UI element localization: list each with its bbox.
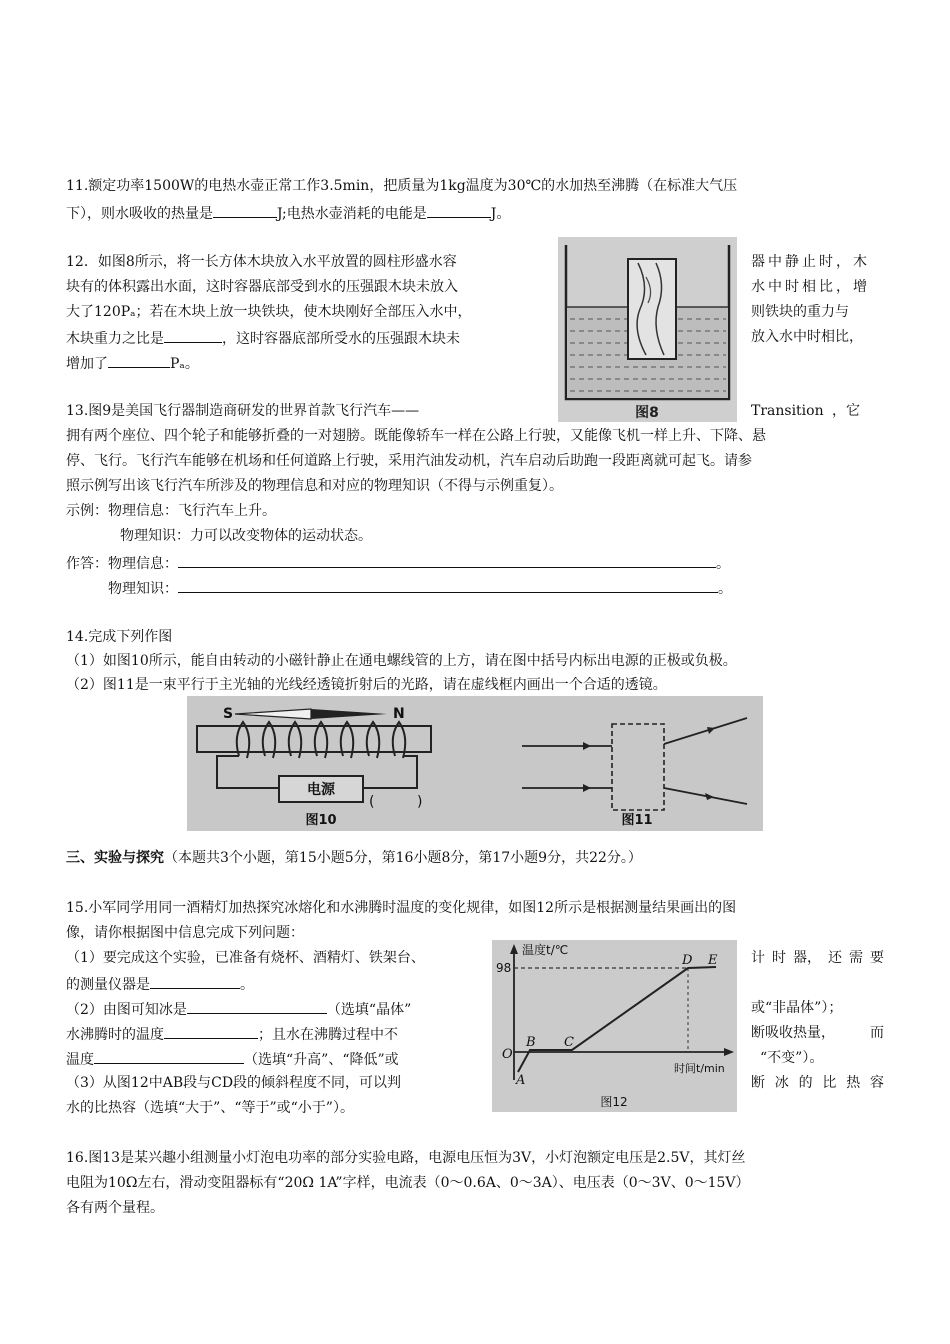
q15-l6: 水沸腾时的温度 ；且水在沸腾过程中不 [66, 1023, 398, 1045]
q15-l8: （3）从图12中AB段与CD段的倾斜程度不同，可以判 [66, 1075, 402, 1091]
q12-right-line2: 水中时相比，增 [751, 279, 870, 295]
q15-blank-temp-change[interactable] [94, 1048, 244, 1064]
figure-8-caption: 图8 [635, 405, 659, 421]
q14-title: 14.完成下列作图 [66, 629, 173, 645]
q15-l3: （1）要完成这个实验，已准备有烧杯、酒精灯、铁架台、 [66, 950, 425, 966]
fig10-bracket-right: ) [417, 794, 423, 810]
fig12-point-c: C [564, 1035, 574, 1050]
fig12-point-b: B [526, 1035, 536, 1050]
figure-8 [558, 237, 737, 422]
fig10-caption: 图10 [305, 813, 337, 828]
q15-l9: 水的比热容（选填“大于”、“等于”或“小于”）。 [66, 1100, 354, 1116]
q12-blank-pressure[interactable] [108, 352, 170, 368]
fig12-origin: O [502, 1047, 513, 1062]
figure-12 [492, 940, 737, 1112]
fig12-xlabel: 时间t/min [674, 1062, 725, 1075]
q13-line3: 停、飞行。飞行汽车能够在机场和任何道路上行驶，采用汽油发动机，汽车启动后助跑一段距离就可起飞。请参 [66, 453, 752, 469]
q15-l4: 的测量仪器是 。 [66, 973, 254, 995]
q13-example-info: 示例：物理信息：飞行汽车上升。 [66, 503, 276, 519]
q12-right-line3: 则铁块的重力与 [751, 304, 849, 320]
q12-right-line4: 放入水中时相比， [751, 329, 863, 345]
q12-left-line3: 大了120Pₐ；若在木块上放一块铁块，使木块刚好全部压入水中， [66, 304, 472, 320]
q12-left-line1: 12．如图8所示，将一长方体木块放入水平放置的圆柱形盛水容 [66, 254, 457, 270]
q13-line1b: Transition ，它 [751, 403, 861, 419]
q15-l7: 温度 （选填“升高”、“降低”或 [66, 1048, 399, 1070]
figure-10-11 [187, 696, 763, 831]
q14-item1: （1）如图10所示，能自由转动的小磁针静止在通电螺线管的上方，请在图中括号内标出电源的正极或负极。 [66, 653, 737, 669]
fig10-n-label: N [393, 706, 405, 722]
fig10-power-label: 电源 [307, 782, 335, 798]
q12-left-line2: 块有的体积露出水面，这时容器底部受到水的压强跟木块未放入 [66, 279, 458, 295]
q11-blank-energy[interactable] [427, 202, 491, 218]
q11-blank-heat[interactable] [213, 202, 277, 218]
q15-blank-boiling-temp[interactable] [164, 1023, 258, 1039]
q13-answer-info: 作答：物理信息： 。 [66, 552, 730, 574]
q15-blank-instrument[interactable] [150, 973, 240, 989]
fig11-caption: 图11 [621, 813, 653, 828]
q11-line2: 下），则水吸收的热量是 J;电热水壶消耗的电能是 J。 [66, 202, 510, 224]
q16-line3: 各有两个量程。 [66, 1200, 164, 1216]
q15-r3: 计 时 器， 还 需 要 [751, 950, 884, 966]
q15-line1: 15.小军同学用同一酒精灯加热探究冰熔化和水沸腾时温度的变化规律，如图12所示是根据测量结果画出的图 [66, 900, 737, 916]
q12-left-line4: 木块重力之比是 ，这时容器底部所受水的压强跟木块未 [66, 327, 460, 349]
q15-r8: 断 冰 的 比 热 容 [751, 1075, 884, 1091]
q11-line1: 11.额定功率1500W的电热水壶正常工作3.5min，把质量为1kg温度为30℃的水加热至沸腾（在标准大气压 [66, 178, 738, 194]
fig12-point-e: E [708, 953, 718, 968]
q15-blank-crystal[interactable] [187, 998, 327, 1014]
q13-line4: 照示例写出该飞行汽车所涉及的物理信息和对应的物理知识（不得与示例重复）。 [66, 478, 563, 494]
q13-example-knowledge: 物理知识：力可以改变物体的运动状态。 [120, 528, 372, 544]
q15-r7: “不变”）。 [760, 1050, 824, 1066]
fig12-point-a: A [516, 1073, 526, 1088]
q15-l5: （2）由图可知冰是 （选填“晶体” [66, 998, 411, 1020]
fig12-ylabel: 温度t/℃ [522, 943, 569, 957]
q15-line2: 像，请你根据图中信息完成下列问题： [66, 925, 304, 941]
q14-item2: （2）图11是一束平行于主光轴的光线经透镜折射后的光路，请在虚线框内画出一个合适的透镜。 [66, 677, 667, 693]
q13-answer-info-line[interactable] [178, 552, 716, 568]
q12-right-line1: 器中静止时，木 [751, 254, 870, 270]
q16-line1: 16.图13是某兴趣小组测量小灯泡电功率的部分实验电路，电源电压恒为3V，小灯泡额定电压是2.5V，其灯丝 [66, 1150, 746, 1166]
q12-blank-ratio[interactable] [164, 327, 222, 343]
q13-line2: 拥有两个座位、四个轮子和能够折叠的一对翅膀。既能像轿车一样在公路上行驶，又能像飞机一样上升、下降、悬 [66, 428, 766, 444]
fig12-ytick-98: 98 [496, 961, 512, 975]
q15-r6: 断吸收热量， 而 [751, 1025, 884, 1041]
fig10-bracket-left: ( [369, 794, 375, 810]
q15-r5: 或“非晶体”）； [751, 1000, 843, 1016]
q12-left-line5: 增加了 Pₐ。 [66, 352, 199, 374]
q13-answer-knowledge: 物理知识： 。 [108, 577, 732, 599]
section3-heading: 三、实验与探究（本题共3个小题，第15小题5分，第16小题8分，第17小题9分，共22分。） [66, 850, 642, 866]
q16-line2: 电阻为10Ω左右，滑动变阻器标有“20Ω 1A”字样，电流表（0～0.6A、0～3A）、电压表（0～3V、0～15V） [66, 1175, 750, 1191]
fig10-s-label: S [223, 706, 234, 722]
fig12-caption: 图12 [600, 1095, 628, 1109]
fig12-point-d: D [682, 953, 693, 968]
q13-line1a: 13.图9是美国飞行器制造商研发的世界首款飞行汽车—— [66, 403, 420, 419]
q13-answer-knowledge-line[interactable] [178, 577, 718, 593]
